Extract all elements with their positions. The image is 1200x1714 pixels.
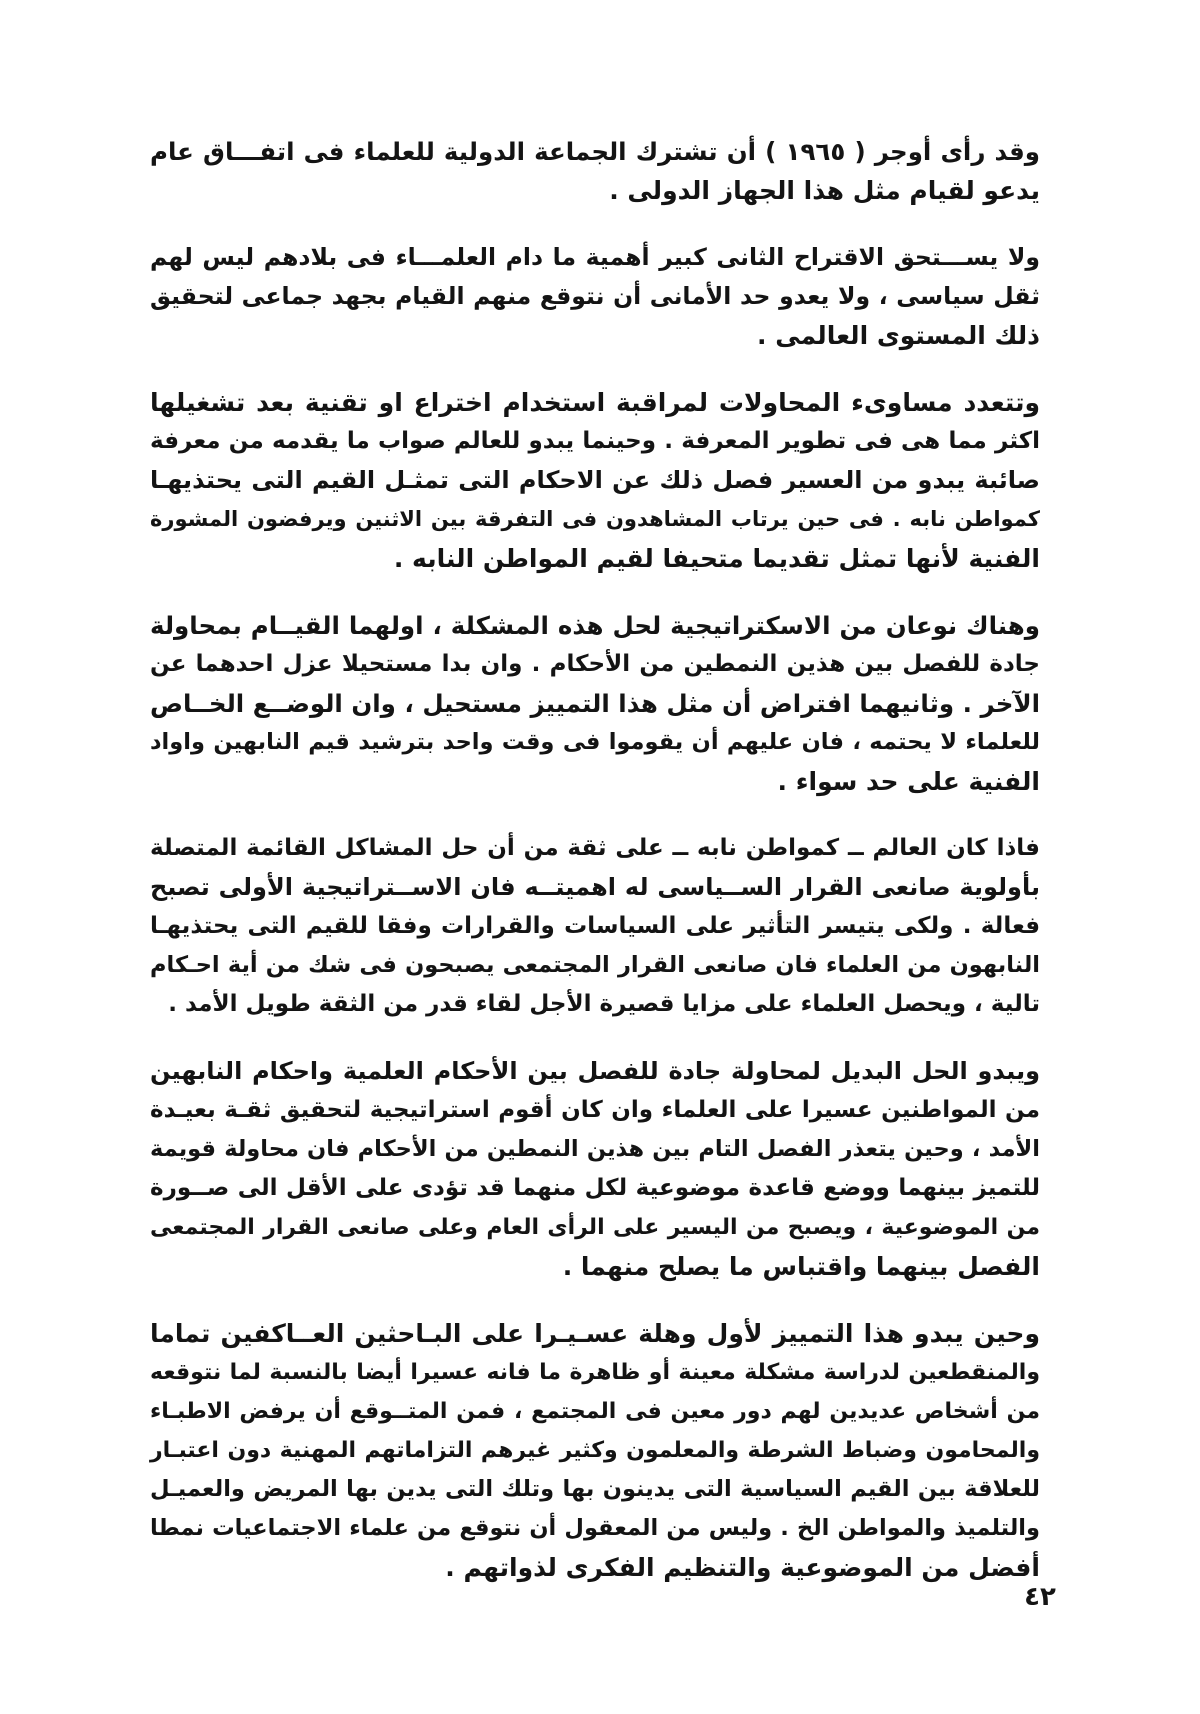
text-line: والمنقطعين لدراسة مشكلة معينة أو ظاهرة ما فانه عسيرا أيضا بالنسبة لما نتوقعه xyxy=(150,1360,1040,1385)
text-line: ثقل سياسى ، ولا يعدو حد الأمانى أن نتوقع منهم القيام بجهد جماعى لتحقيق xyxy=(150,282,1040,310)
text-line: النابهون من العلماء فان صانعى القرار المجتمعى يصبحون فى شك من أية احـكام xyxy=(150,952,1040,978)
paragraph-5 xyxy=(150,829,1040,1024)
text-line: الفنية على حد سواء . xyxy=(777,767,1040,796)
text-line: تالية ، ويحصل العلماء على مزايا قصيرة الأجل لقاء قدر من الثقة طويل الأمد . xyxy=(168,991,1040,1017)
text-line: للتميز بينهما ووضع قاعدة موضوعية لكل منهما قد تؤدى على الأقل الى صــورة xyxy=(150,1175,1040,1201)
text-line: من الموضوعية ، ويصبح من اليسير على الرأى العام وعلى صانعى القرار المجتمعى xyxy=(150,1215,1040,1240)
text-line: بأولوية صانعى القرار الســياسى له اهميتــه فان الاســتراتيجية الأولى تصبح xyxy=(150,873,1040,901)
text-line: اكثر مما هى فى تطوير المعرفة . وحينما يبدو للعالم صواب ما يقدمه من معرفة xyxy=(150,428,1040,454)
text-line: صائبة يبدو من العسير فصل ذلك عن الاحكام التى تمثـل القيم التى يحتذيهـا xyxy=(150,466,1040,494)
paragraph-7 xyxy=(150,1314,1040,1587)
paragraph-3 xyxy=(150,383,1040,578)
page-number: ٤٢ xyxy=(1024,1582,1056,1612)
text-line: ولا يســـتحق الاقتراح الثانى كبير أهمية ما دام العلمـــاء فى بلادهم ليس لهم xyxy=(150,243,1040,271)
text-line: أفضل من الموضوعية والتنظيم الفكرى لذواتهم . xyxy=(445,1553,1040,1582)
text-line: وهناك نوعان من الاسكتراتيجية لحل هذه المشكلة ، اولهما القيــام بمحاولة xyxy=(150,611,1040,640)
text-line: الفصل بينهما واقتباس ما يصلح منهما . xyxy=(562,1252,1040,1281)
text-line: والتلميذ والمواطن الخ . وليس من المعقول أن نتوقع من علماء الاجتماعيات نمطا xyxy=(150,1515,1040,1541)
text-line: يدعو لقيام مثل هذا الجهاز الدولى . xyxy=(609,176,1040,205)
text-line: وقد رأى أوجر ( ١٩٦٥ ) أن تشترك الجماعة الدولية للعلماء فى اتفـــاق عام xyxy=(150,137,1040,166)
text-line: الآخر . وثانيهما افتراض أن مثل هذا التمييز مستحيل ، وان الوضــع الخــاص xyxy=(150,689,1040,718)
text-line: للعلماء لا يحتمه ، فان عليهم أن يقوموا فى وقت واحد بترشيد قيم النابهين واواد xyxy=(150,729,1040,755)
text-line: من أشخاص عديدين لهم دور معين فى المجتمع ، فمن المتــوقع أن يرفض الاطبـاء xyxy=(150,1399,1040,1424)
text-line: وحين يبدو هذا التمييز لأول وهلة عسـيـرا على البـاحثين العــاكفين تماما xyxy=(150,1319,1040,1348)
paragraph-6 xyxy=(150,1052,1040,1286)
text-line: كمواطن نابه . فى حين يرتاب المشاهدون فى التفرقة بين الاثنين ويرفضون المشورة xyxy=(150,507,1040,531)
paragraph-1 xyxy=(150,132,1040,210)
page-body xyxy=(150,132,1040,1615)
text-line: جادة للفصل بين هذين النمطين من الأحكام . وان بدا مستحيلا عزل احدهما عن xyxy=(150,651,1040,677)
paragraph-4 xyxy=(150,606,1040,801)
text-line: الفنية لأنها تمثل تقديما متحيفا لقيم المواطن النابه . xyxy=(393,544,1040,573)
text-line: ويبدو الحل البديل لمحاولة جادة للفصل بين الأحكام العلمية واحكام النابهين xyxy=(150,1057,1040,1085)
text-line: ذلك المستوى العالمى . xyxy=(757,321,1040,350)
paragraph-2 xyxy=(150,238,1040,355)
text-line: فاذا كان العالم ــ كمواطن نابه ــ على ثقة من أن حل المشاكل القائمة المتصلة xyxy=(150,835,1040,861)
text-line: الأمد ، وحين يتعذر الفصل التام بين هذين النمطين من الأحكام فان محاولة قويمة xyxy=(150,1136,1040,1162)
text-line: وتتعدد مساوىء المحاولات لمراقبة استخدام اختراع او تقنية بعد تشغيلها xyxy=(150,388,1040,417)
text-line: فعالة . ولكى يتيسر التأثير على السياسات والقرارات وفقا للقيم التى يحتذيهـا xyxy=(150,913,1040,939)
text-line: من المواطنين عسيرا على العلماء وان كان أقوم استراتيجية لتحقيق ثقـة بعيـدة xyxy=(150,1097,1040,1123)
text-line: للعلاقة بين القيم السياسية التى يدينون بها وتلك التى يدين بها المريض والعميـل xyxy=(150,1476,1040,1502)
text-line: والمحامون وضباط الشرطة والمعلمون وكثير غيرهم التزاماتهم المهنية دون اعتبـار xyxy=(150,1438,1040,1463)
